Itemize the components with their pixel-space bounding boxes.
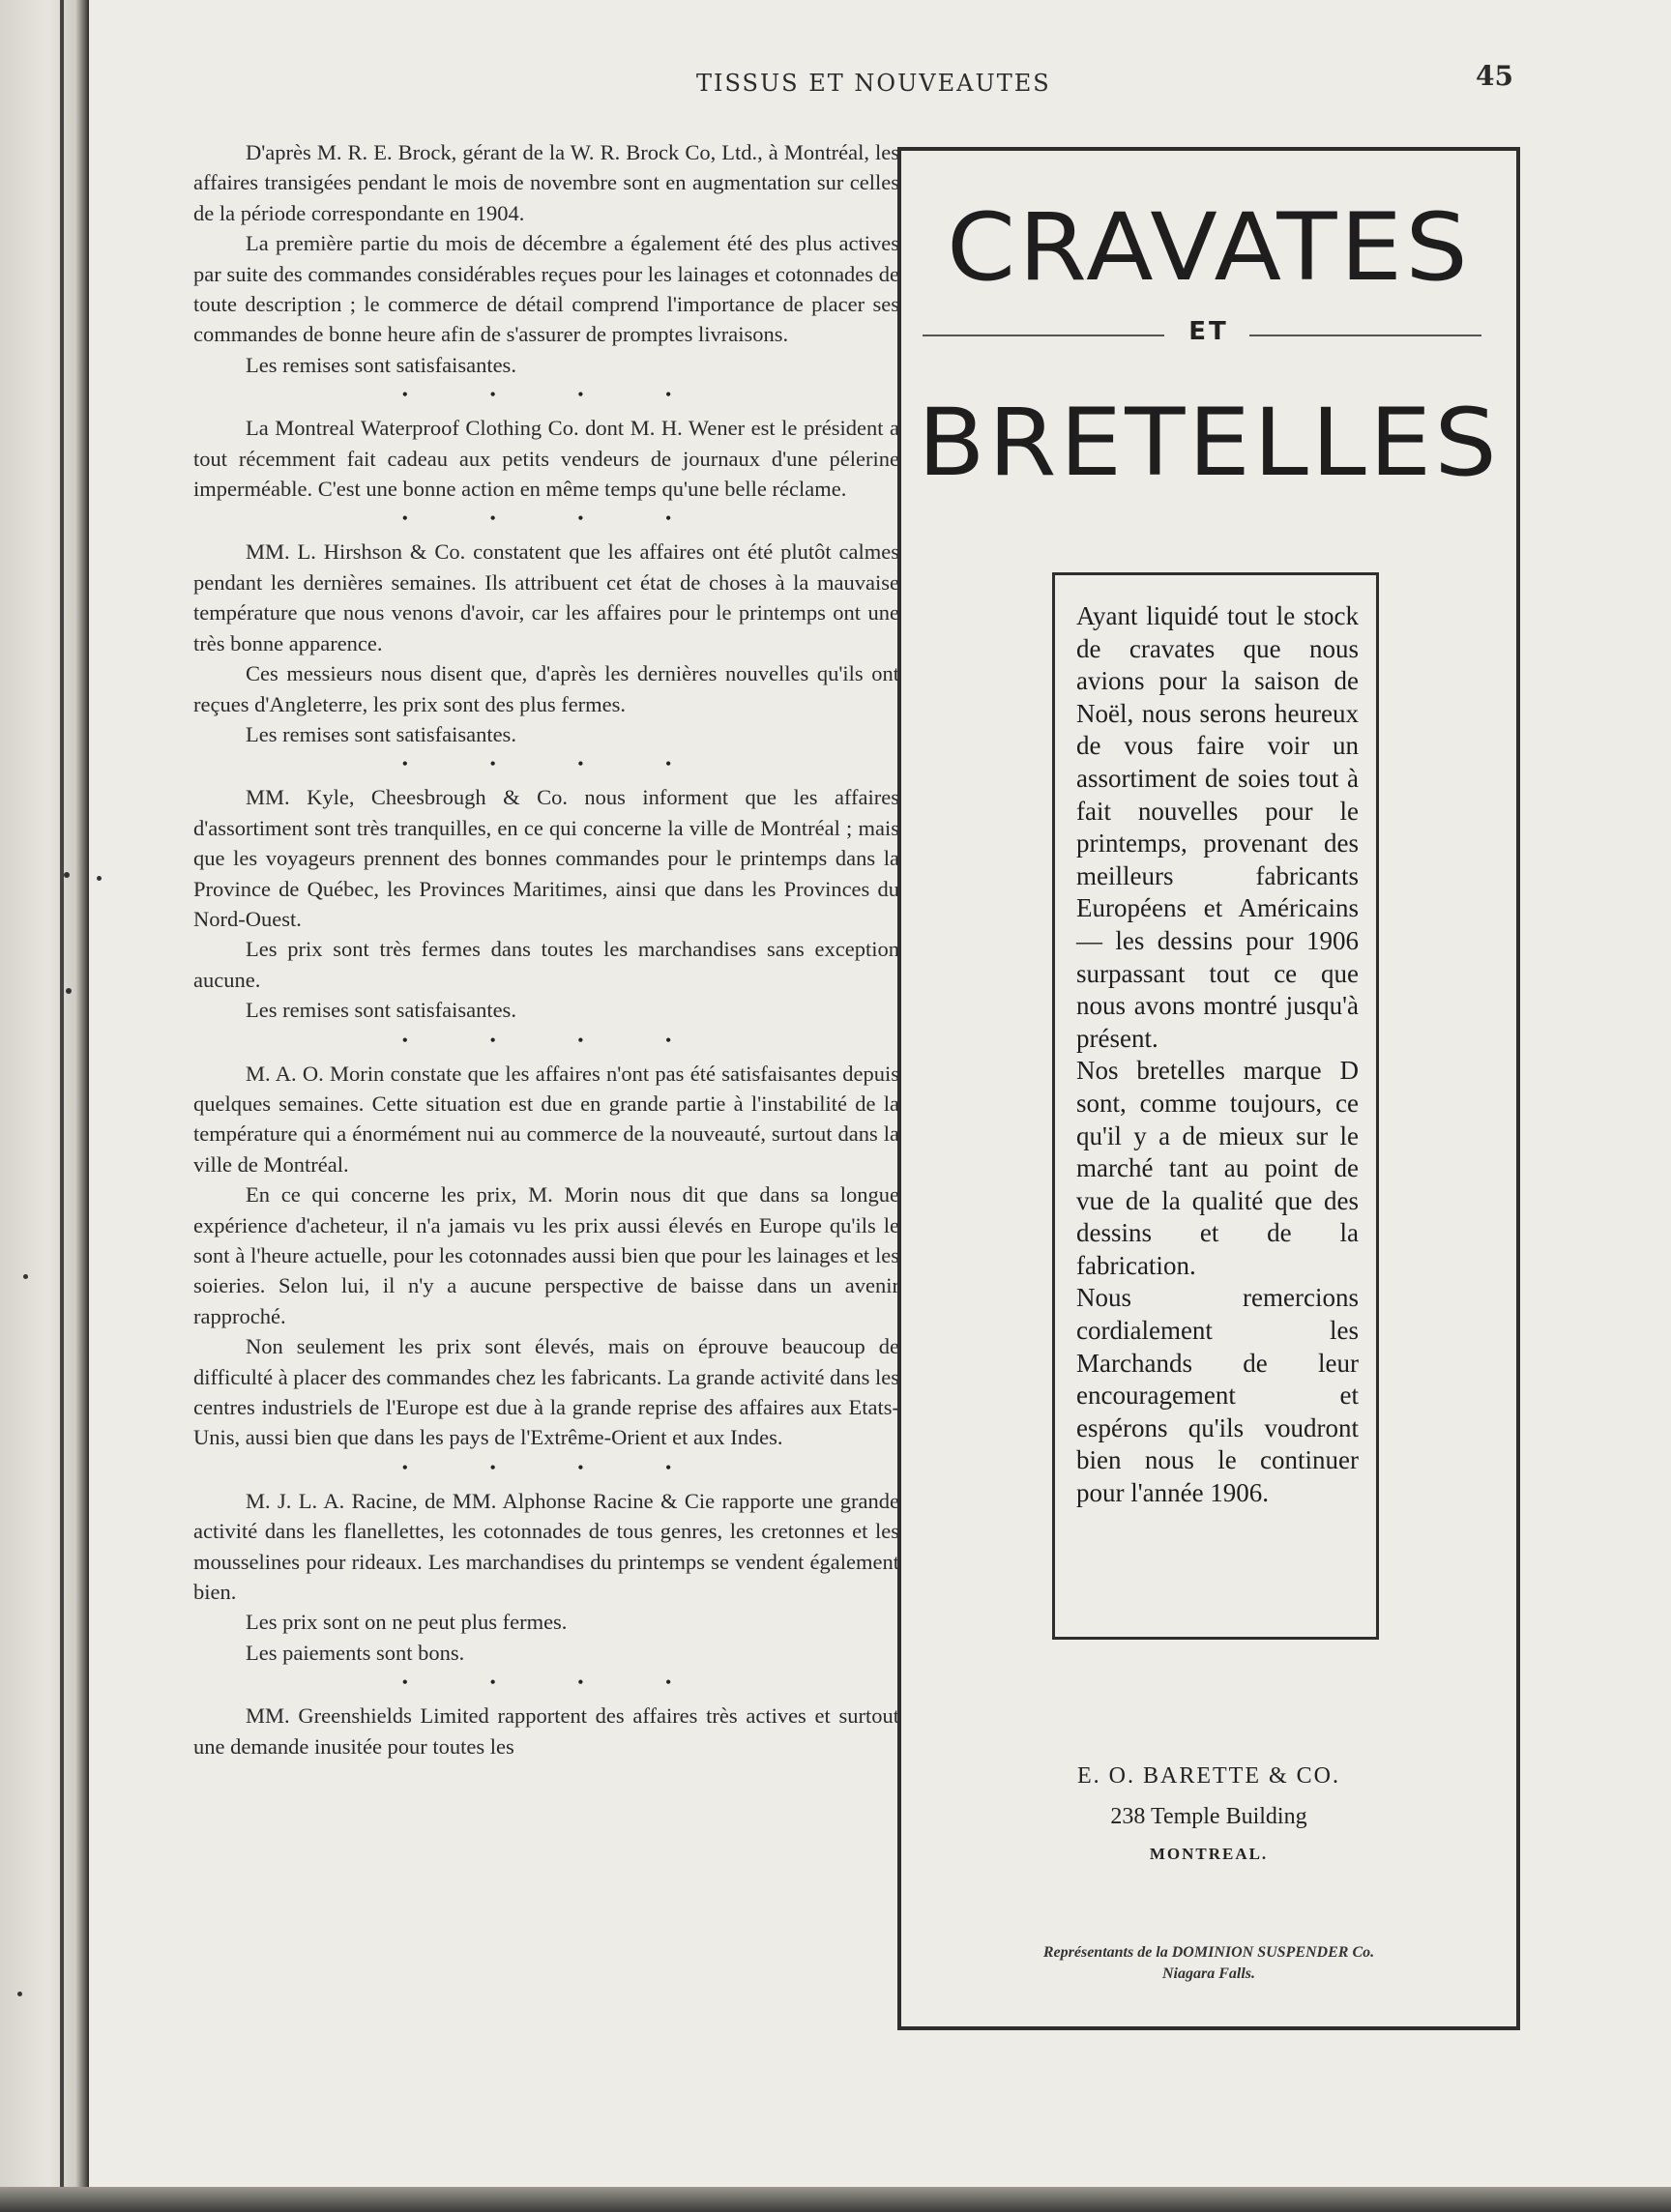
article-paragraph: D'après M. R. E. Brock, gérant de la W. R. Brock Co, Ltd., à Montréal, les affaires transigées pendant le mois de novembre sont en augmentation sur celles de la période correspondante en 1904. [193,140,899,225]
section-separator: • • • • [401,1457,711,1477]
representatives-location: Niagara Falls. [1161,1965,1255,1982]
article-paragraph: MM. L. Hirshson & Co. constatent que les affaires ont été plutôt calmes pendant les dernières semaines. Ils attribuent cet état de choses à la mauvaise température que nous venons d'avoir, car les affaires pour le printemps ont une très bonne apparence. [193,539,899,655]
section-separator: • • • • [401,385,711,405]
article-paragraph: Non seulement les prix sont élevés, mais on éprouve beaucoup de difficulté à placer des commandes chez les fabricants. La grande activité dans les centres industriels de l'Europe est due à la grande reprise des affaires aux Etats-Unis, aussi bien que dans les pays de l'Extrême-Orient et aux Indes. [193,1334,899,1450]
notice-paragraph: Nos bretelles marque D sont, comme toujours, ce qu'il y a de mieux sur le marché tant au point de vue de la qualité que des dessins et de la fabrication. [1076,1056,1359,1280]
article-paragraph: La première partie du mois de décembre a également été des plus actives par suite des commandes considérables reçues pour les lainages et cotonnades de toute description ; le commerce de détail comprend l'importance de placer ses commandes de bonne heure afin de s'assurer de promptes livraisons. [193,231,899,347]
article-paragraph: Les remises sont satisfaisantes. [246,352,516,377]
advertisement-frame [897,147,1520,2030]
representatives-line: Représentants de la DOMINION SUSPENDER Co. [1042,1944,1375,1961]
running-title: TISSUS ET NOUVEAUTES [696,70,1051,97]
page-bottom-edge [0,2187,1671,2212]
notice-paragraph: Nous remercions cordialement les Marchands de leur encouragement et espérons qu'ils voudront bien nous le continuer pour l'année 1906. [1076,1283,1359,1508]
article-paragraph: La Montreal Waterproof Clothing Co. dont M. H. Wener est le président a tout récemment fait cadeau aux petits vendeurs de journaux d'une pélerine imperméable. C'est une bonne action en même temps qu'une belle réclame. [193,416,899,502]
article-paragraph: M. J. L. A. Racine, de MM. Alphonse Racine & Cie rapporte une grande activité dans les flanellettes, les cotonnades de tous genres, les cretonnes et les mousselines pour rideaux. Les marchandises du printemps se vendent également bien. [193,1488,899,1605]
article-paragraph: MM. Kyle, Cheesbrough & Co. nous informent que les affaires d'assortiment sont très tranquilles, en ce qui concerne la ville de Montréal ; mais que les voyageurs prennent des bonnes commandes pour le printemps dans la Province de Québec, les Provinces Maritimes, ainsi que dans les Provinces du Nord-Ouest. [193,785,899,931]
section-separator: • • • • [401,1030,711,1050]
notice-paragraph: Ayant liquidé tout le stock de cravates que nous avions pour la saison de Noël, nous serons heureux de vous faire voir un assortiment de soies tout à fait nouvelles pour le printemps, provenant des meilleurs fabricants Européens et Américains — les dessins pour 1906 surpassant tout ce que nous avons montré jusqu'à présent. [1076,601,1359,1053]
company-city: MONTREAL. [1149,1845,1269,1863]
article-paragraph: En ce qui concerne les prix, M. Morin nous dit que dans sa longue expérience d'acheteur, il n'a jamais vu les prix aussi élevés en Europe qu'ils le sont à l'heure actuelle, pour les cotonnades aussi bien que pour les lainages et les soieries. Selon lui, il n'y a aucune perspective de baisse dans un avenir rapproché. [193,1182,899,1328]
section-separator: • • • • [401,509,711,529]
decorative-rule-right [1249,335,1481,336]
article-paragraph: Ces messieurs nous disent que, d'après les dernières nouvelles qu'ils ont reçues d'Angleterre, les prix sont des plus fermes. [193,661,899,716]
gutter-fold-line [60,0,64,2212]
ad-headline-cravates: CRAVATES [946,193,1472,302]
article-paragraph: Les prix sont très fermes dans toutes les marchandises sans exception aucune. [193,937,899,992]
ad-headline-bretelles: BRETELLES [917,389,1501,497]
advertisement-content [901,151,1516,2026]
article-paragraph: Les prix sont on ne peut plus fermes. [246,1610,568,1635]
scan-speck [23,1274,28,1279]
article-paragraph: Les paiements sont bons. [246,1640,465,1665]
company-address: 238 Temple Building [1110,1804,1307,1829]
article-paragraph: Les remises sont satisfaisantes. [246,998,516,1023]
scan-speck [64,872,70,878]
news-column [193,137,899,1761]
page-number: 45 [1476,60,1513,92]
scan-speck [66,988,72,994]
article-paragraph: M. A. O. Morin constate que les affaires n'ont pas été satisfaisantes depuis quelques semaines. Cette situation est due en grande partie à l'instabilité de la température qui a énormément nui au commerce de la nouveauté, surtout dans la ville de Montréal. [193,1061,899,1177]
ad-notice-box [1052,572,1379,1640]
article-paragraph: MM. Greenshields Limited rapportent des affaires très actives et surtout une demande inusitée pour toutes les [193,1703,899,1759]
section-separator: • • • • [401,1673,711,1693]
book-gutter [0,0,89,2212]
scan-speck [17,1992,22,1996]
ad-notice-text [1076,600,1359,1510]
section-separator: • • • • [401,754,711,774]
article-paragraph: Les remises sont satisfaisantes. [246,721,516,746]
ad-connector-et: ET [1188,317,1229,346]
scan-speck [97,876,102,881]
company-name: E. O. BARETTE & CO. [1077,1763,1340,1789]
